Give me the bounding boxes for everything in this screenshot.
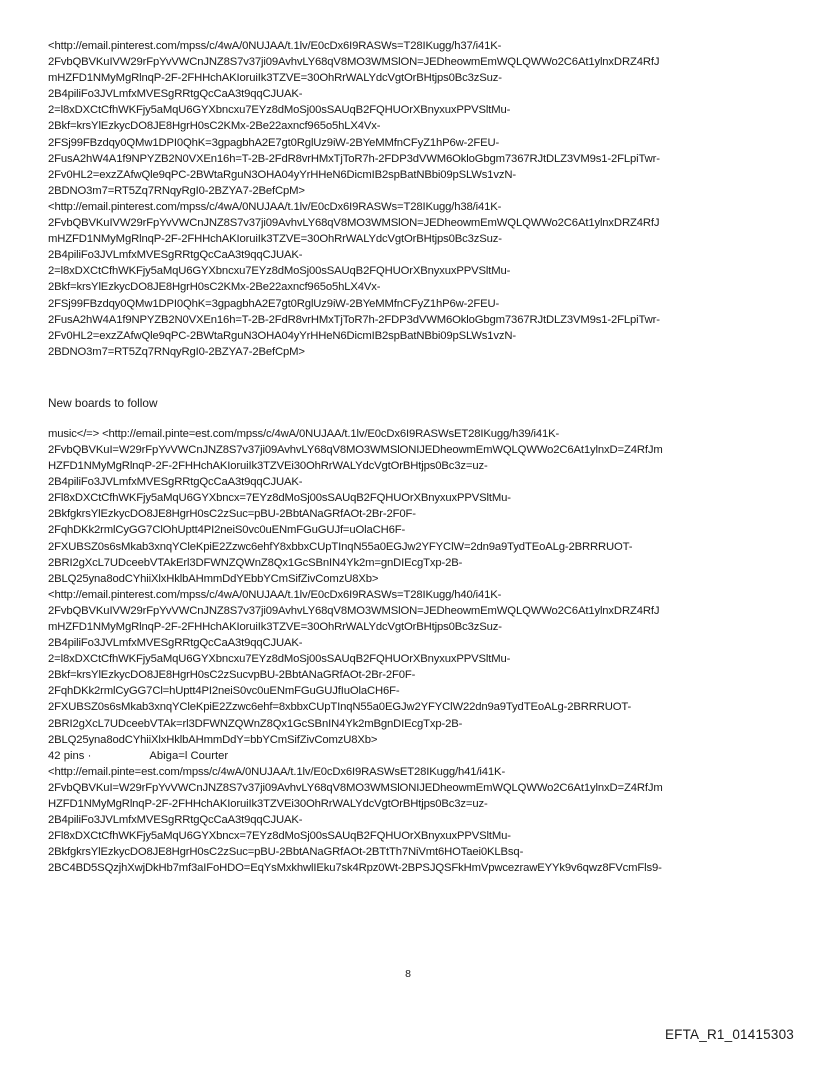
url-block-1 (48, 38, 788, 199)
text-line: 2BRI2gXcL7UDceebVTAkErl3DFWNZQWnZ8Qx1GcSBnIN4Yk2m=gnDIEcgTxp-2B- (48, 556, 463, 569)
text-line: 2=l8xDXCtCfhWKFjy5aMqU6GYXbncxu7EYz8dMoSj00sSAUqB2FQHUOrXBnyxuxPPVSltMu- (48, 265, 511, 278)
text-line: mHZFD1NMyMgRlnqP-2F-2FHHchAKIoruiIk3TZVE=30OhRrWALYdcVgtOrBHtjps0Bc3zSuz- (48, 233, 502, 246)
text-line: 2Bkf=krsYlEzkycDO8JE8HgrH0sC2KMx-2Be22axncf965o5hLX4Vx- (48, 120, 381, 133)
text-line: 2BC4BD5SQzjhXwjDkHb7mf3aIFoHDO=EqYsMxkhwlIEku7sk4Rpz0Wt-2BPSJQSFkHmVpwcezrawEYYk9v6qwz8FVcmFls9- (48, 862, 662, 875)
text-line: 2B4piliFo3JVLmfxMVESgRRtgQcCaA3t9qqCJUAK- (48, 476, 303, 489)
text-line: <http://email.pinterest.com/mpss/c/4wA/0NUJAA/t.1lv/E0cDx6I9RASWs=T28IKugg/h38/i41K- (48, 200, 502, 213)
text-line: 2B4piliFo3JVLmfxMVESgRRtgQcCaA3t9qqCJUAK- (48, 249, 303, 262)
text-line: 2FvbQBVKuI=W29rFpYvVWCnJNZ8S7v37ji09AvhvLY68qV8MO3WMSlONIJEDheowmEmWQLQWWo2C6At1ylnxD=Z4RfJm (48, 443, 663, 456)
text-line: 2=l8xDXCtCfhWKFjy5aMqU6GYXbncxu7EYz8dMoSj00sSAUqB2FQHUOrXBnyxuxPPVSltMu- (48, 104, 511, 117)
text-line: 2FvbQBVKuI=W29rFpYvVWCnJNZ8S7v37ji09AvhvLY68qV8MO3WMSlONIJEDheowmEmWQLQWWo2C6At1ylnxD=Z4RfJm (48, 781, 663, 794)
text-line: 2FvbQBVKuIVW29rFpYvVWCnJNZ8S7v37ji09AvhvLY68qV8MO3WMSlON=JEDheowmEmWQLQWWo2C6At1ylnxDRZ4RfJ (48, 604, 660, 617)
text-line: HZFD1NMyMgRlnqP-2F-2FHHchAKIoruiIk3TZVEi30OhRrWALYdcVgtOrBHtjps0Bc3z=uz- (48, 798, 488, 811)
text-line: <http://email.pinterest.com/mpss/c/4wA/0NUJAA/t.1lv/E0cDx6I9RASWs=T28IKugg/h40/i41K- (48, 588, 502, 601)
text-line: 2Bkf=krsYlEzkycDO8JE8HgrH0sC2zSucvpBU-2BbtANaGRfAOt-2Br-2F0F- (48, 669, 416, 682)
text-line: 2FusA2hW4A1f9NPYZB2N0VXEn16h=T-2B-2FdR8vrHMxTjToR7h-2FDP3dVWM6OkloGbgm7367RJtDLZ3VM9s1-2FLpiTwr- (48, 152, 660, 165)
section-heading: New boards to follow (48, 395, 158, 410)
text-line: HZFD1NMyMgRlnqP-2F-2FHHchAKIoruiIk3TZVEi30OhRrWALYdcVgtOrBHtjps0Bc3z=uz- (48, 460, 488, 473)
text-line: 2BDNO3m7=RT5Zq7RNqyRgI0-2BZYA7-2BefCpM> (48, 184, 305, 197)
board-author: Abiga=l Courter (149, 749, 229, 762)
document-body (48, 38, 788, 877)
text-line: 2Fv0HL2=exzZAfwQle9qPC-2BWtaRguN3OHA04yYrHHeN6DicmIB2spBatNBbi09pSLWs1vzN- (48, 168, 517, 181)
text-line: 2Fl8xDXCtCfhWKFjy5aMqU6GYXbncx=7EYz8dMoSj00sSAUqB2FQHUOrXBnyxuxPPVSltMu- (48, 492, 511, 505)
pins-line (48, 748, 788, 764)
text-line: 2Fv0HL2=exzZAfwQle9qPC-2BWtaRguN3OHA04yYrHHeN6DicmIB2spBatNBbi09pSLWs1vzN- (48, 329, 517, 342)
text-line: 2FusA2hW4A1f9NPYZB2N0VXEn16h=T-2B-2FdR8vrHMxTjToR7h-2FDP3dVWM6OkloGbgm7367RJtDLZ3VM9s1-2FLpiTwr- (48, 313, 660, 326)
text-line: 2=l8xDXCtCfhWKFjy5aMqU6GYXbncxu7EYz8dMoSj00sSAUqB2FQHUOrXBnyxuxPPVSltMu- (48, 653, 511, 666)
text-line: 2BLQ25yna8odCYhiiXlxHklbAHmmDdYEbbYCmSifZivComzU8Xb> (48, 572, 379, 585)
text-line: 2FSj99FBzdqy0QMw1DPI0QhK=3gpagbhA2E7gt0RglUz9iW-2BYeMMfnCFyZ1hP6w-2FEU- (48, 136, 500, 149)
text-line: 2FqhDKk2rmlCyGG7ClOhUptt4PI2neiS0vc0uENmFGuGUJf=uOlaCH6F- (48, 524, 406, 537)
text-line: 2BkfgkrsYlEzkycDO8JE8HgrH0sC2zSuc=pBU-2BbtANaGRfAOt-2BTtTh7NiVmt6HOTaei0KLBsq- (48, 846, 524, 859)
pin-count: 42 pins · (48, 749, 92, 762)
text-line: 2B4piliFo3JVLmfxMVESgRRtgQcCaA3t9qqCJUAK- (48, 637, 303, 650)
text-line: mHZFD1NMyMgRlnqP-2F-2FHHchAKIoruiIk3TZVE=30OhRrWALYdcVgtOrBHtjps0Bc3zSuz- (48, 72, 502, 85)
text-line: music</=> <http://email.pinte=est.com/mpss/c/4wA/0NUJAA/t.1lv/E0cDx6I9RASWsET28IKugg/h39/i41K- (48, 427, 560, 440)
text-line: 2FvbQBVKuIVW29rFpYvVWCnJNZ8S7v37ji09AvhvLY68qV8MO3WMSlON=JEDheowmEmWQLQWWo2C6At1ylnxDRZ4RfJ (48, 56, 660, 69)
text-line: 2BLQ25yna8odCYhiiXlxHklbAHmmDdY=bbYCmSifZivComzU8Xb> (48, 733, 378, 746)
text-line: mHZFD1NMyMgRlnqP-2F-2FHHchAKIoruiIk3TZVE=30OhRrWALYdcVgtOrBHtjps0Bc3zSuz- (48, 621, 502, 633)
document-id: EFTA_R1_01415303 (664, 1027, 794, 1042)
text-line: 2Bkf=krsYlEzkycDO8JE8HgrH0sC2KMx-2Be22axncf965o5hLX4Vx- (48, 281, 381, 294)
url-block-2 (48, 199, 788, 360)
text-line: <http://email.pinte=est.com/mpss/c/4wA/0NUJAA/t.1lv/E0cDx6I9RASWsET28IKugg/h41/i41K- (48, 765, 506, 778)
text-line: 2FSj99FBzdqy0QMw1DPI0QhK=3gpagbhA2E7gt0RglUz9iW-2BYeMMfnCFyZ1hP6w-2FEU- (48, 297, 500, 310)
url-block-3 (48, 426, 788, 587)
text-line: 2FqhDKk2rmlCyGG7Cl=hUptt4PI2neiS0vc0uENmFGuGUJfIuOlaCH6F- (48, 685, 400, 698)
text-line: 2BRI2gXcL7UDceebVTAk=rl3DFWNZQWnZ8Qx1GcSBnIN4Yk2mBgnDIEcgTxp-2B- (48, 717, 463, 730)
text-line: 2BkfgkrsYlEzkycDO8JE8HgrH0sC2zSuc=pBU-2BbtANaGRfAOt-2Br-2F0F- (48, 508, 416, 521)
url-block-5 (48, 764, 788, 877)
text-line: 2FvbQBVKuIVW29rFpYvVWCnJNZ8S7v37ji09AvhvLY68qV8MO3WMSlON=JEDheowmEmWQLQWWo2C6At1ylnxDRZ4RfJ (48, 217, 660, 230)
text-line: 2FXUBSZ0s6sMkab3xnqYCleKpiE2Zzwc6ehf=8xbbxCUpTInqN55a0EGJw2YFYClW22dn9a9TydTEoALg-2BRRRUOT- (48, 701, 632, 714)
text-line: <http://email.pinterest.com/mpss/c/4wA/0NUJAA/t.1lv/E0cDx6I9RASWs=T28IKugg/h37/i41K- (48, 40, 502, 52)
text-line: 2Fl8xDXCtCfhWKFjy5aMqU6GYXbncx=7EYz8dMoSj00sSAUqB2FQHUOrXBnyxuxPPVSltMu- (48, 830, 511, 843)
text-line: 2B4piliFo3JVLmfxMVESgRRtgQcCaA3t9qqCJUAK- (48, 88, 303, 101)
text-line: 2FXUBSZ0s6sMkab3xnqYCleKpiE2Zzwc6ehfY8xbbxCUpTInqN55a0EGJw2YFYClW=2dn9a9TydTEoALg-2BRRRUOT- (48, 540, 633, 553)
text-line: 2BDNO3m7=RT5Zq7RNqyRgI0-2BZYA7-2BefCpM> (48, 345, 305, 358)
text-line: 2B4piliFo3JVLmfxMVESgRRtgQcCaA3t9qqCJUAK- (48, 814, 303, 827)
url-block-4 (48, 587, 788, 748)
page-number: 8 (405, 968, 411, 980)
